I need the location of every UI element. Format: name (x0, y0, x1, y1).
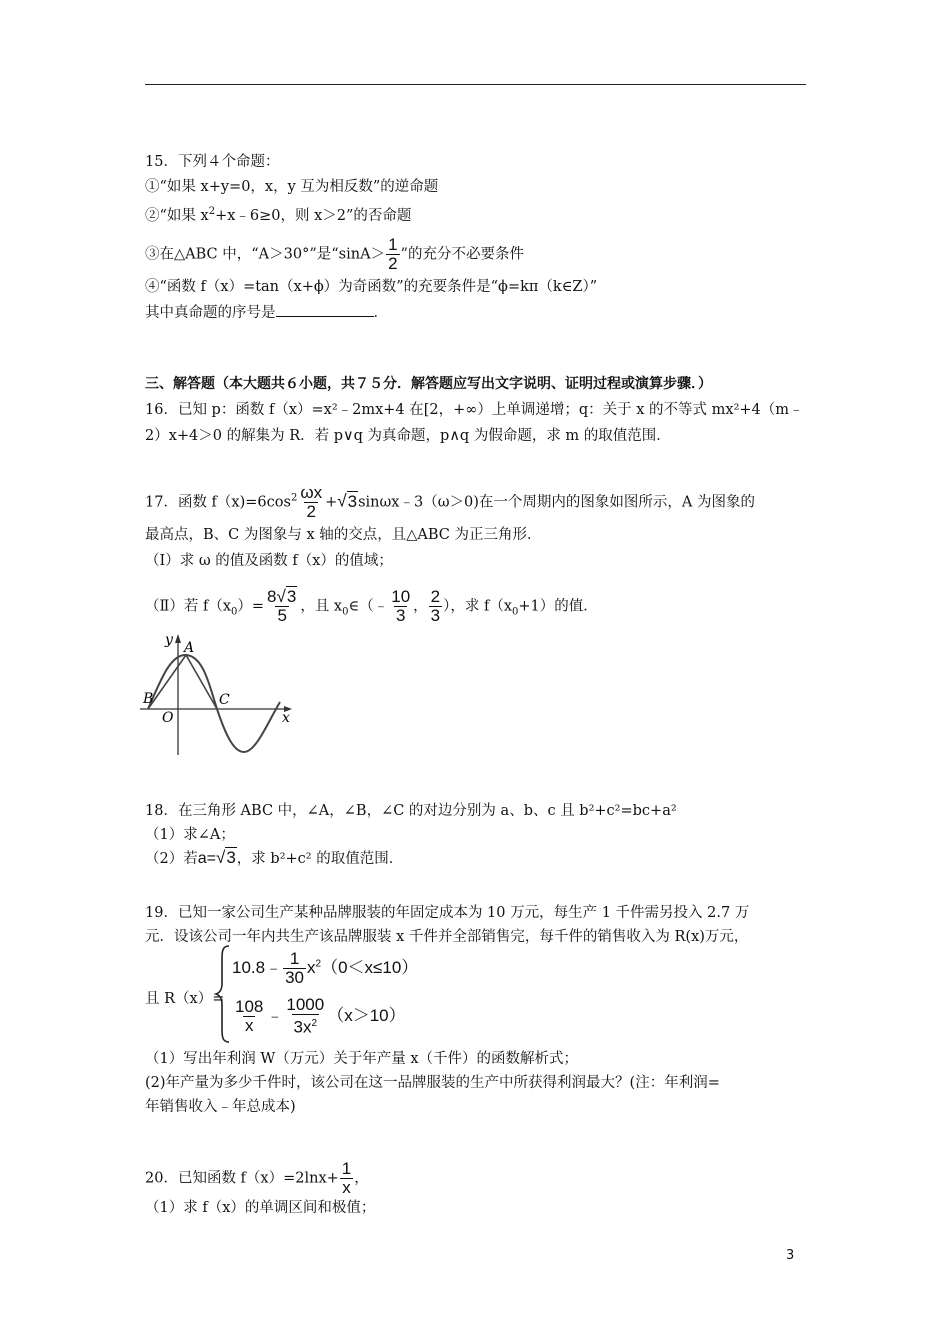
q18-part2-a: （2）若 (145, 851, 198, 867)
case2-den-1: x (244, 1015, 254, 1035)
value-num-int: 8 (267, 587, 277, 606)
q18-line-1: 18．在三角形 ABC 中，∠A，∠B，∠C 的对边分别为 a、b、c 且 b²+c²=bc+a² (145, 803, 677, 819)
case2-num-2: 1000 (286, 995, 325, 1014)
q15-item-2-a: ②“如果 x (145, 207, 209, 224)
label-y: y (165, 632, 173, 648)
case2-minus: ﹣ (266, 1005, 284, 1025)
half-fraction (386, 236, 399, 273)
q17-part2-c: ，且 x (300, 598, 343, 615)
value-sqrt-radicand: 3 (286, 587, 297, 606)
q15-item-4: ④“函数 f（x）=tan（x+ϕ）为奇函数”的充要条件是“ϕ=kπ（k∈Z）” (145, 279, 598, 295)
q18-part-2 (145, 848, 403, 869)
q20-den: x (342, 1178, 351, 1197)
comma: ， (413, 598, 428, 615)
q17-post: sinωx﹣3（ω＞0)在一个周期内的图象如图所示，A 为图象的 (358, 494, 755, 511)
q18-sqrt3-radicand: 3 (226, 848, 236, 867)
case1-exp: 2 (315, 958, 322, 970)
case2-num-1: 108 (235, 996, 264, 1016)
label-o: O (162, 710, 174, 726)
q17-sine-graph (140, 630, 300, 760)
interval-hi-fraction (429, 588, 442, 625)
q15-answer-line (145, 302, 388, 323)
label-b: B (143, 691, 154, 707)
q15-stem: 15．下列４个命题： (145, 154, 280, 170)
q17-part-2 (145, 588, 598, 625)
q19-part-2-line-2: 年销售收入﹣年总成本) (145, 1099, 296, 1115)
q16-line-2: 2）x+4＞0 的解集为 R．若 p∨q 为真命题，p∧q 为假命题，求 m 的取值范围． (145, 428, 671, 444)
value-fraction (265, 588, 299, 625)
case1-num: 1 (289, 949, 300, 968)
q17-frac-num: ωx (300, 483, 323, 502)
piecewise-case-1 (232, 950, 418, 987)
q15-item-2-exp: 2 (208, 206, 216, 217)
sqrt3-radicand: 3 (347, 491, 358, 511)
a-equals: a= (197, 850, 216, 867)
header-rule (145, 84, 806, 85)
q18-part2-b: ，求 b²+c² 的取值范围． (236, 851, 404, 867)
q17-plus: + (325, 494, 338, 511)
section-3-heading: 三、解答题（本大题共６小题，共７５分．解答题应写出文字说明、证明过程或演算步骤．） (145, 376, 712, 392)
q18-part-1: （1）求∠A； (145, 827, 235, 843)
case1-den: 30 (285, 968, 305, 987)
q20-num: 1 (341, 1159, 352, 1178)
q15-item-1: ①“如果 x+y=0，x，y 互为相反数”的逆命题 (145, 179, 439, 195)
q15-item-2-b: +x﹣6≥0，则 x＞2”的否命题 (215, 207, 412, 224)
sub-zero: 0 (231, 606, 238, 618)
case2-den-2-base: 3x (293, 1017, 312, 1037)
label-c: C (219, 692, 230, 708)
triangle-abc (148, 655, 217, 709)
case1-x: x (307, 957, 316, 977)
case2-domain: （x＞10） (327, 1005, 406, 1025)
q17-part-1: （Ⅰ）求 ω 的值及函数 f（x）的值域； (145, 553, 393, 569)
value-den: 5 (277, 606, 287, 625)
y-axis-arrow (175, 634, 181, 643)
q19-rx-label: 且 R（x）= (145, 991, 225, 1007)
q17-cos-exp: 2 (290, 492, 298, 504)
page-number: 3 (786, 1248, 795, 1263)
q17-omega-frac (298, 484, 324, 521)
q20-part-1: （1）求 f（x）的单调区间和极值； (145, 1200, 376, 1216)
lo-num: 10 (391, 587, 411, 606)
q17-part2-d: ∈（﹣ (348, 598, 389, 615)
q17-part2-f: +1）的值． (518, 598, 598, 615)
q16-line-1: 16．已知 p：函数 f（x）=x²﹣2mx+4 在[2，+∞）上单调递增；q：关于 x 的不等式 mx²+4（m﹣ (145, 402, 804, 418)
hi-den: 3 (430, 606, 441, 625)
q15-answer-label: 其中真命题的序号是 (145, 305, 276, 321)
label-a: A (184, 640, 195, 656)
case2-fraction-1 (233, 998, 265, 1035)
case1-domain: （0＜x≤10） (321, 957, 419, 977)
lo-den: 3 (395, 606, 406, 625)
q15-answer-end: ． (373, 305, 388, 321)
q20-line-1 (145, 1160, 369, 1197)
case2-den-2-exp: 2 (311, 1018, 318, 1029)
answer-blank (276, 302, 374, 317)
sub-zero: 0 (342, 606, 349, 618)
interval-lo-fraction (389, 588, 412, 625)
q17-frac-den: 2 (306, 502, 316, 521)
q17-part2-b: ）= (237, 598, 265, 615)
case1-a: 10.8﹣ (232, 957, 283, 977)
case2-den-2 (292, 1014, 320, 1037)
q17-pre: 17．函数 f（x)=6cos (145, 494, 291, 511)
q17-part2-a: （Ⅱ）若 f（x (145, 598, 232, 615)
q20-fraction (340, 1160, 353, 1197)
q20-post: ， (354, 1170, 369, 1187)
q15-item-3-b: ”的充分不必要条件 (400, 246, 524, 263)
brace-path (216, 946, 229, 1042)
value-sqrt: √3 (276, 587, 297, 606)
case2-fraction-2 (284, 996, 326, 1037)
half-den: 2 (388, 254, 398, 273)
sqrt3: √3 (337, 491, 358, 511)
hi-num: 2 (430, 587, 441, 606)
label-x: x (282, 710, 290, 726)
q17-part2-e: ），求 f（x (443, 598, 513, 615)
q19-line-1: 19．已知一家公司生产某种品牌服装的年固定成本为 10 万元，每生产 1 千件需另投入 2.7 万 (145, 905, 750, 921)
q20-pre: 20．已知函数 f（x）=2lnx+ (145, 1170, 339, 1187)
q15-item-3-a: ③在△ABC 中，“A＞30°”是“sinA＞ (145, 246, 386, 263)
case1-fraction (283, 950, 306, 987)
piecewise-brace (213, 944, 233, 1044)
q15-item-3 (145, 236, 524, 273)
q17-line-1 (145, 484, 755, 521)
piecewise-case-2 (232, 996, 406, 1037)
q15-item-2 (145, 202, 411, 226)
q19-line-2: 元．设该公司一年内共生产该品牌服装 x 千件并全部销售完，每千件的销售收入为 R(x)万元， (145, 929, 749, 945)
q19-part-1: （1）写出年利润 W（万元）关于年产量 x（千件）的函数解析式； (145, 1051, 579, 1067)
q17-line-2: 最高点，B、C 为图象与 x 轴的交点，且△ABC 为正三角形． (145, 527, 542, 543)
q19-part-2-line-1: (2)年产量为多少千件时，该公司在这一品牌服装的生产中所获得利润最大？(注：年利润= (145, 1075, 720, 1091)
value-num (265, 588, 299, 606)
sub-zero: 0 (512, 606, 519, 618)
half-num: 1 (388, 235, 398, 254)
q18-sqrt3: √3 (215, 848, 236, 867)
